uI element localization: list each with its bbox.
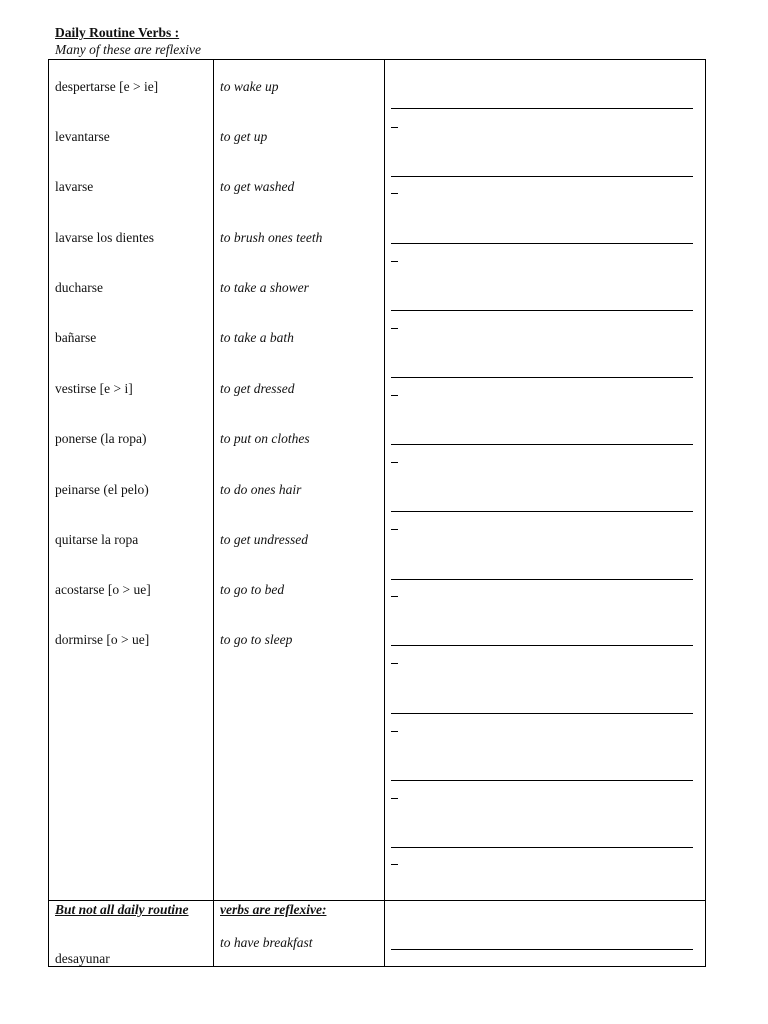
answer-line [391,176,693,177]
spanish-verb: dormirse [o > ue] [55,632,150,647]
answer-line-dash [391,462,398,463]
answer-line [391,713,693,714]
page-title: Daily Routine Verbs : [55,25,180,40]
english-meaning: to put on clothes [220,431,310,446]
english-meaning: to brush ones teeth [220,230,323,245]
answer-line-dash [391,395,398,396]
page-subtitle: Many of these are reflexive [55,42,201,57]
answer-line-dash [391,127,398,128]
verb-table [48,59,706,967]
english-meaning: to get washed [220,179,295,194]
row-divider [49,900,705,901]
spanish-verb: despertarse [e > ie] [55,79,159,94]
column-divider-2 [384,60,385,966]
answer-line [391,108,693,109]
english-meaning: to get dressed [220,381,295,396]
spanish-verb: desayunar [55,951,110,966]
english-meaning: to get undressed [220,532,308,547]
spanish-verb: lavarse los dientes [55,230,154,245]
english-meaning: to have breakfast [220,935,313,950]
column-divider-1 [213,60,214,966]
answer-line [391,377,693,378]
spanish-verb: ducharse [55,280,103,295]
answer-line-dash [391,596,398,597]
answer-line-dash [391,966,398,967]
spanish-verb: quitarse la ropa [55,532,139,547]
spanish-verb: bañarse [55,330,97,345]
spanish-verb: lavarse [55,179,94,194]
answer-line [391,579,693,580]
english-meaning: to go to sleep [220,632,293,647]
answer-line-dash [391,529,398,530]
answer-line [391,310,693,311]
english-meaning: to take a shower [220,280,309,295]
answer-line [391,444,693,445]
answer-line [391,847,693,848]
spanish-verb: vestirse [e > i] [55,381,133,396]
answer-line [391,780,693,781]
answer-line [391,949,693,950]
non-reflexive-note-right: verbs are reflexive: [220,902,327,917]
answer-line-dash [391,193,398,194]
english-meaning: to wake up [220,79,279,94]
spanish-verb: ponerse (la ropa) [55,431,147,446]
answer-line [391,243,693,244]
answer-line [391,645,693,646]
spanish-verb: acostarse [o > ue] [55,582,151,597]
answer-line-dash [391,798,398,799]
english-meaning: to get up [220,129,268,144]
non-reflexive-note-left: But not all daily routine [55,902,189,917]
answer-line-dash [391,864,398,865]
english-meaning: to go to bed [220,582,285,597]
english-meaning: to take a bath [220,330,294,345]
answer-line-dash [391,731,398,732]
answer-line-dash [391,663,398,664]
english-meaning: to do ones hair [220,482,302,497]
spanish-verb: levantarse [55,129,110,144]
spanish-verb: peinarse (el pelo) [55,482,149,497]
answer-line [391,511,693,512]
answer-line-dash [391,261,398,262]
answer-line-dash [391,328,398,329]
